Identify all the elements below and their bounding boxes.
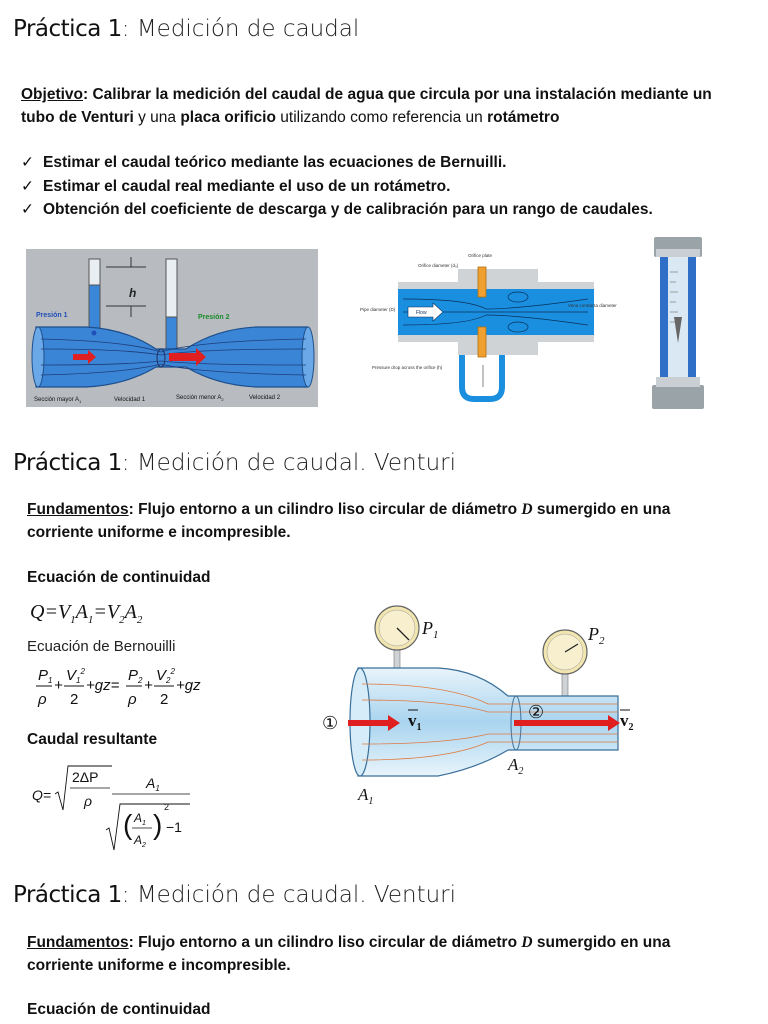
svg-text:A1: $A_1$ [146, 775, 160, 793]
svg-text:2: 2 [160, 691, 169, 708]
check-icon: ✓ [21, 154, 34, 171]
objectives-checklist [21, 151, 751, 222]
check-icon: ✓ [21, 177, 34, 195]
seccion-mayor-label: Sección mayor $A_1$ [34, 397, 82, 404]
orifice-plate-illustration [358, 247, 617, 407]
slide1-title: Práctica 1: Medición de caudal [13, 16, 360, 42]
svg-text:Q=: Q= [32, 787, 52, 803]
svg-text:+: + [54, 677, 63, 694]
svg-text:P1: $P_1$ [38, 667, 53, 685]
velocidad1-label: Velocidad 1 [114, 397, 146, 403]
svg-text:ρ: ρ [128, 691, 137, 708]
svg-text:2ΔP: 2ΔP [72, 769, 99, 785]
vena-contracta-label: Vena contracta diameter [568, 303, 617, 308]
svg-text:2: 2 [164, 802, 170, 812]
rotameter-photo [648, 237, 708, 409]
svg-text:+gz=: +gz= [86, 677, 120, 694]
fundamentos-paragraph: Fundamentos: Flujo entorno a un cilindro liso circular de diámetro D sumergido en una corriente uniforme e incompresible. [27, 501, 671, 541]
svg-text:A2: $A_2$ [134, 833, 146, 849]
slide3-fundamentos-paragraph: Fundamentos: Flujo entorno a un cilindro liso circular de diámetro D sumergido en una corriente uniforme e incompresible. [27, 934, 671, 974]
point2-label: ② [528, 702, 545, 722]
objective-paragraph: Objetivo: Calibrar la medición del caudal de agua que circula por una instalación mediante un tubo de Venturi y una placa orificio utilizando como referencia un rotámetro [21, 86, 712, 126]
svg-text:P2: $P_2$ [128, 667, 143, 685]
svg-text:−1: −1 [166, 819, 182, 835]
svg-text:+gz: +gz [176, 677, 201, 694]
svg-text:2: 2 [70, 691, 79, 708]
slide3-title: Práctica 1: Medición de caudal. Venturi [13, 882, 457, 908]
point1-label: ① [322, 713, 339, 733]
orifice-plate-label: Orifice plate [468, 253, 493, 258]
bernoulli-equation [30, 662, 220, 712]
svg-text:V12: $V_1^2$ [66, 667, 85, 685]
check-icon: ✓ [21, 201, 34, 218]
caudal-heading: Caudal resultante [27, 731, 158, 748]
continuity-equation: $Q=V_1A_1=V_2A_2$ [30, 601, 143, 626]
svg-text:+: + [144, 677, 153, 694]
checklist-item: ✓ Obtención del coeficiente de descarga y de calibración para un rango de caudales. [21, 198, 751, 222]
a2-label: $A_2$ [508, 755, 524, 777]
v1-label: $v_1$ [408, 711, 422, 733]
flow-label: Flow [416, 310, 427, 316]
svg-text:ρ: ρ [38, 691, 47, 708]
p1-label: $P_1$ [422, 618, 439, 641]
h-label: h [129, 286, 137, 300]
pipe-diameter-label: Pipe diameter (D) [360, 307, 396, 312]
svg-text:(: ( [123, 809, 133, 840]
svg-text:ρ: ρ [84, 793, 93, 809]
continuity-heading: Ecuación de continuidad [27, 569, 211, 586]
caudal-formula [28, 762, 203, 854]
slide2-title: Práctica 1: Medición de caudal. Venturi [13, 450, 457, 476]
svg-text:): ) [153, 809, 163, 840]
checklist-item: ✓ Estimar el caudal teórico mediante las ecuaciones de Bernuilli. [21, 151, 751, 175]
v2-label: $v_2$ [620, 711, 634, 733]
p2-label: $P_2$ [588, 624, 605, 647]
checklist-item: ✓ Estimar el caudal real mediante el uso de un rotámetro. [21, 175, 751, 199]
seccion-menor-label: Sección menor $A_2$ [176, 395, 224, 402]
velocidad2-label: Velocidad 2 [249, 395, 281, 401]
venturi-illustration [26, 249, 318, 407]
svg-text:V22: $V_2^2$ [156, 667, 175, 685]
svg-text:A1: $A_1$ [134, 811, 146, 827]
a1-label: $A_1$ [358, 785, 374, 807]
presion1-label: Presión 1 [36, 312, 68, 319]
slide3-continuity-heading: Ecuación de continuidad [27, 1001, 211, 1018]
pressure-drop-label: Pressure drop across the orifice (h) [372, 365, 443, 370]
presion2-label: Presión 2 [198, 314, 230, 321]
orifice-diameter-label: Orifice diameter (d₀) [418, 263, 459, 268]
bernoulli-heading: Ecuación de Bernouilli [27, 638, 176, 655]
venturi-gauge-diagram [318, 600, 670, 810]
